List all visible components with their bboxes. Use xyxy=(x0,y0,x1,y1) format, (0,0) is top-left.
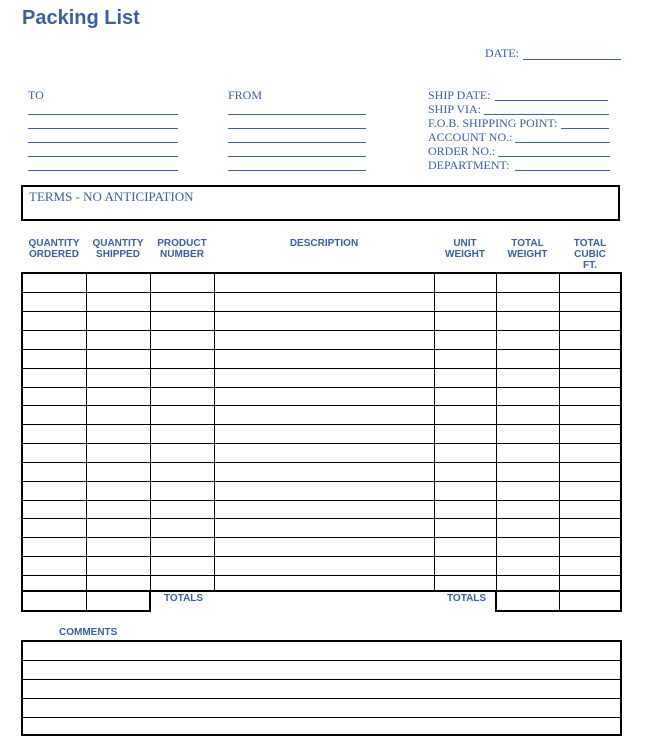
col-header-line: WEIGHT xyxy=(445,249,485,260)
column-divider xyxy=(214,274,215,590)
comment-line xyxy=(23,679,620,680)
col-header-line: CUBIC xyxy=(574,249,606,260)
totals-right-box[interactable] xyxy=(495,590,622,612)
order-field[interactable] xyxy=(498,156,610,157)
ship-date-label: SHIP DATE: xyxy=(428,88,491,102)
row-divider xyxy=(23,424,620,425)
row-divider xyxy=(23,556,620,557)
column-divider xyxy=(150,274,151,590)
from-line[interactable] xyxy=(228,142,366,143)
row-divider xyxy=(23,292,620,293)
col-header-line: SHIPPED xyxy=(96,249,140,260)
totals-left-label: TOTALS xyxy=(164,593,204,604)
col-header-line: WEIGHT xyxy=(507,249,548,260)
col-header-line: ORDERED xyxy=(28,249,79,260)
account-label: ACCOUNT NO.: xyxy=(428,130,513,144)
col-header-line: FT. xyxy=(583,260,597,271)
col-quantity-ordered xyxy=(22,238,86,260)
col-total-cubic-ft xyxy=(559,238,621,271)
fob-field[interactable] xyxy=(561,128,609,129)
to-line[interactable] xyxy=(28,128,178,129)
ship-date-field[interactable] xyxy=(495,100,608,101)
department-field[interactable] xyxy=(515,170,610,171)
from-line[interactable] xyxy=(228,128,366,129)
row-divider xyxy=(23,368,620,369)
date-field[interactable] xyxy=(523,59,621,60)
col-total-weight xyxy=(496,238,559,260)
items-table[interactable] xyxy=(21,272,622,592)
col-header-line: QUANTITY xyxy=(92,238,144,249)
row-divider xyxy=(23,481,620,482)
comment-line xyxy=(23,698,620,699)
row-divider xyxy=(23,462,620,463)
col-header-line: UNIT xyxy=(453,238,477,249)
from-label: FROM xyxy=(228,88,263,102)
col-header-line: TOTAL xyxy=(573,238,607,249)
row-divider xyxy=(23,443,620,444)
col-header-line: QUANTITY xyxy=(28,238,80,249)
to-line[interactable] xyxy=(28,156,178,157)
row-divider xyxy=(23,405,620,406)
comments-box[interactable] xyxy=(21,640,622,736)
col-product-number xyxy=(150,238,214,260)
column-divider xyxy=(559,274,560,590)
col-header-line: TOTAL xyxy=(511,238,544,249)
column-divider xyxy=(434,274,435,590)
order-label: ORDER NO.: xyxy=(428,144,496,158)
date-label: DATE: xyxy=(485,46,519,60)
col-header-line: PRODUCT xyxy=(157,238,207,249)
col-quantity-shipped xyxy=(86,238,150,260)
to-line[interactable] xyxy=(28,114,178,115)
page-title: Packing List xyxy=(22,7,140,29)
comment-line xyxy=(23,660,620,661)
col-header-line: NUMBER xyxy=(160,249,204,260)
ship-via-label: SHIP VIA: xyxy=(428,102,482,116)
col-description xyxy=(214,238,434,249)
terms-box xyxy=(21,185,620,221)
row-divider xyxy=(23,537,620,538)
column-divider xyxy=(86,590,87,610)
row-divider xyxy=(23,311,620,312)
from-line[interactable] xyxy=(228,114,366,115)
column-divider xyxy=(559,590,560,610)
to-line[interactable] xyxy=(28,142,178,143)
terms-text: TERMS - NO ANTICIPATION xyxy=(29,189,194,204)
column-divider xyxy=(86,274,87,590)
row-divider xyxy=(23,387,620,388)
row-divider xyxy=(23,518,620,519)
comments-label: COMMENTS xyxy=(59,627,118,638)
totals-right-label: TOTALS xyxy=(447,593,487,604)
to-label: TO xyxy=(28,88,44,102)
row-divider xyxy=(23,575,620,576)
account-field[interactable] xyxy=(515,142,610,143)
totals-left-box[interactable] xyxy=(21,590,151,612)
row-divider xyxy=(23,500,620,501)
fob-label: F.O.B. SHIPPING POINT: xyxy=(428,116,558,130)
col-header-line: DESCRIPTION xyxy=(289,238,359,249)
col-unit-weight xyxy=(434,238,496,260)
comment-line xyxy=(23,717,620,718)
from-line[interactable] xyxy=(228,170,366,171)
row-divider xyxy=(23,330,620,331)
to-line[interactable] xyxy=(28,170,178,171)
department-label: DEPARTMENT: xyxy=(428,158,510,172)
ship-via-field[interactable] xyxy=(484,114,609,115)
row-divider xyxy=(23,349,620,350)
from-line[interactable] xyxy=(228,156,366,157)
column-divider xyxy=(496,274,497,590)
